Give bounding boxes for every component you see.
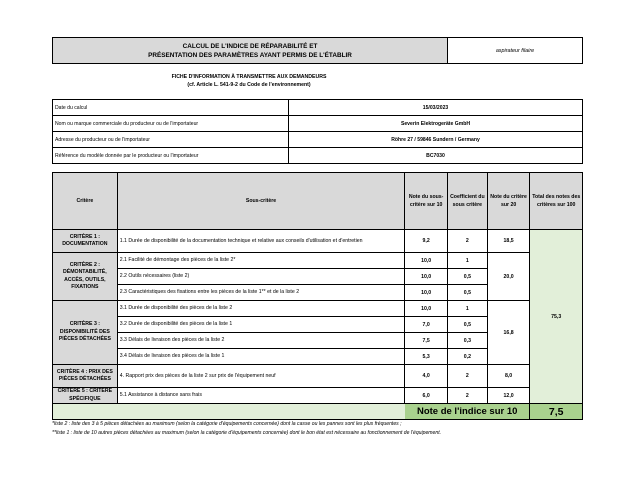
subtitle-line-1: FICHE D'INFORMATION À TRANSMETTRE AUX DEMANDEURS: [171, 74, 327, 80]
document-header: [52, 37, 583, 64]
info-row: [53, 116, 583, 132]
criterion-name: CRITÈRE 2 : DÉMONTABILITÉ, ACCÈS, OUTILS, FIXATIONS: [53, 253, 118, 301]
table-row: [53, 230, 583, 253]
table-row: [53, 388, 583, 404]
header-sous-critere: Sous-critère: [117, 173, 405, 230]
sub-criterion-note: 4,0: [405, 365, 448, 388]
sub-criterion-coef: 0,5: [447, 285, 487, 301]
sub-criterion-label: 3.4 Délais de livraison des pièces de la liste 1: [117, 349, 405, 365]
sub-criterion-coef: 0,5: [447, 317, 487, 333]
header-coefficient: Coefficient du sous critère: [447, 173, 487, 230]
criterion-note: 20,0: [487, 253, 530, 301]
header-critere: Critère: [53, 173, 118, 230]
table-row: [53, 301, 583, 317]
sub-criterion-note: 5,3: [405, 349, 448, 365]
criterion-name: CRITÈRE 1 : DOCUMENTATION: [53, 230, 118, 253]
sub-criterion-label: 1.1 Durée de disponibilité de la documentation technique et relative aux conseils d'utilisation et d'entretien: [117, 230, 405, 253]
sub-criterion-note: 10,0: [405, 269, 448, 285]
sub-criterion-note: 6,0: [405, 388, 448, 404]
info-table: [52, 99, 583, 164]
title-line-1: CALCUL DE L'INDICE DE RÉPARABILITÉ ET: [182, 42, 318, 50]
criterion-note: 18,5: [487, 230, 530, 253]
sub-criterion-label: 3.3 Délais de livraison des pièces de la liste 2: [117, 333, 405, 349]
info-row: [53, 132, 583, 148]
sub-criterion-coef: 1: [447, 253, 487, 269]
sub-criterion-coef: 2: [447, 230, 487, 253]
sub-criterion-coef: 2: [447, 365, 487, 388]
info-value: Severin Elektrogeräte GmbH: [289, 116, 583, 132]
sub-criterion-label: 2.3 Caractéristiques des fixations entre les pièces de la liste 1** et de la liste 2: [117, 285, 405, 301]
final-score-label: Note de l'indice sur 10: [405, 404, 530, 420]
table-header-row: [53, 173, 583, 230]
product-type: aspirateur filaire: [448, 38, 583, 64]
sub-criterion-note: 9,2: [405, 230, 448, 253]
info-label: Date du calcul: [53, 100, 289, 116]
info-value: Röhre 27 / 59846 Sundern / Germany: [289, 132, 583, 148]
info-label: Adresse du producteur ou de l'importateur: [53, 132, 289, 148]
table-row: [53, 365, 583, 388]
document-title: [53, 38, 448, 64]
info-label: Référence du modèle donnée par le producteur ou l'importateur: [53, 148, 289, 164]
final-score-value: 7,5: [530, 404, 583, 420]
sub-criterion-label: 3.2 Durée de disponibilité des pièces de la liste 1: [117, 317, 405, 333]
sub-criterion-label: 2.1 Facilité de démontage des pièces de la liste 2*: [117, 253, 405, 269]
footnote-liste-2: *liste 2 : liste des 3 à 5 pièces détachées au maximum (selon la catégorie d'équipements concernée) dont la casse ou les pannes sont les plus fréquentes ;: [52, 421, 402, 427]
criterion-note: 12,0: [487, 388, 530, 404]
sub-criterion-coef: 2: [447, 388, 487, 404]
sub-criterion-note: 7,5: [405, 333, 448, 349]
sub-criterion-coef: 0,3: [447, 333, 487, 349]
sub-criterion-note: 10,0: [405, 301, 448, 317]
sub-criterion-label: 5.1 Assistance à distance sans frais: [117, 388, 405, 404]
criterion-name: CRITÈRE 5 : CRITÈRE SPÉCIFIQUE: [53, 388, 118, 404]
footnotes: [52, 420, 612, 438]
total-score: 75,3: [530, 230, 583, 404]
criterion-name: CRITÈRE 3 : DISPONIBILITÉ DES PIÈCES DÉTACHÉES: [53, 301, 118, 365]
repairability-table: [52, 172, 583, 420]
header-total: Total des notes des critères sur 100: [530, 173, 583, 230]
criterion-note: 8,0: [487, 365, 530, 388]
subtitle-line-2: (cf. Article L. 541-9-2 du Code de l'environnement): [187, 82, 311, 88]
sub-criterion-coef: 0,2: [447, 349, 487, 365]
sub-criterion-note: 7,0: [405, 317, 448, 333]
info-label: Nom ou marque commerciale du producteur ou de l'importateur: [53, 116, 289, 132]
table-row: [53, 253, 583, 269]
title-line-2: PRÉSENTATION DES PARAMÈTRES AYANT PERMIS DE L'ÉTABLIR: [148, 51, 352, 59]
info-row: [53, 148, 583, 164]
sub-criterion-coef: 1: [447, 301, 487, 317]
criterion-note: 16,8: [487, 301, 530, 365]
sub-criterion-coef: 0,5: [447, 269, 487, 285]
info-value: BC7030: [289, 148, 583, 164]
document-subtitle: [52, 73, 446, 89]
sub-criterion-label: 4. Rapport prix des pièces de la liste 2 sur prix de l'équipement neuf: [117, 365, 405, 388]
info-value: 15/03/2023: [289, 100, 583, 116]
sub-criterion-label: 2.2 Outils nécessaires (liste 2): [117, 269, 405, 285]
header-note-critere: Note du critère sur 20: [487, 173, 530, 230]
final-score-spacer: [53, 404, 405, 420]
sub-criterion-label: 3.1 Durée de disponibilité des pièces de la liste 2: [117, 301, 405, 317]
footnote-liste-1: **liste 1 : liste de 10 autres pièces détachées au maximum (selon la catégorie d'équipements concernée) dont le bon état est nécessaire au fonctionnement de l'équipement.: [52, 430, 442, 436]
criterion-name: CRITÈRE 4 : PRIX DES PIÈCES DÉTACHÉES: [53, 365, 118, 388]
info-row: [53, 100, 583, 116]
sub-criterion-note: 10,0: [405, 285, 448, 301]
header-note-sous-critere: Note du sous-critère sur 10: [405, 173, 448, 230]
final-score-row: [53, 404, 583, 420]
sub-criterion-note: 10,0: [405, 253, 448, 269]
